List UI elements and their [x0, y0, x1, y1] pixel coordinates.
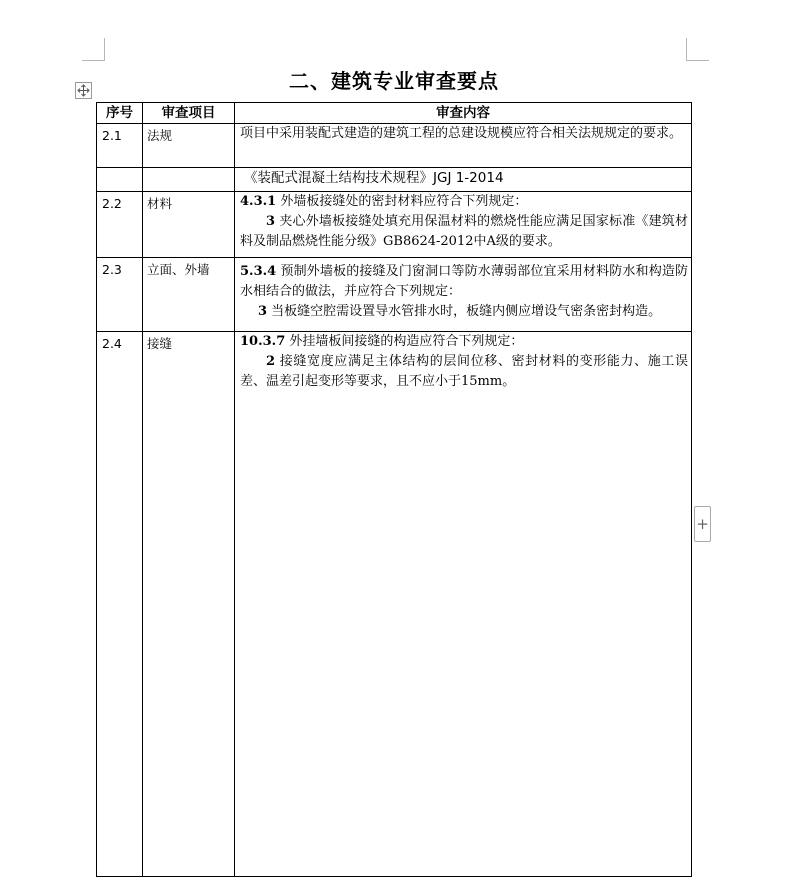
- section-heading: 《装配式混凝土结构技术规程》JGJ 1-2014: [235, 168, 692, 192]
- row-content: [235, 258, 692, 332]
- sub-clause-text: 当板缝空腔需设置导水管排水时，板缝内侧应增设气密条密封构造。: [267, 304, 662, 319]
- row-content: 项目中采用装配式建造的建筑工程的总建设规模应符合相关法规规定的要求。: [235, 124, 692, 168]
- table-row-section: [97, 168, 692, 192]
- row-no: 2.4: [97, 332, 143, 877]
- header-content: 审查内容: [235, 103, 692, 124]
- row-item: 接缝: [143, 332, 235, 877]
- row-content: [235, 192, 692, 258]
- clause-number: 10.3.7: [240, 334, 286, 349]
- table-row: [97, 332, 692, 877]
- row-item: 法规: [143, 124, 235, 168]
- sub-clause-text: 接缝宽度应满足主体结构的层间位移、密封材料的变形能力、施工误差、温差引起变形等要求，且不应小于15mm。: [240, 354, 688, 389]
- sub-clause-number: 2: [266, 354, 276, 369]
- table-move-handle[interactable]: [75, 82, 92, 99]
- table-row: [97, 258, 692, 332]
- table-header-row: [97, 103, 692, 124]
- row-item: 材料: [143, 192, 235, 258]
- clause-text: 外墙板接缝处的密封材料应符合下列规定：: [276, 194, 528, 209]
- row-no-empty: [97, 168, 143, 192]
- row-no: 2.3: [97, 258, 143, 332]
- header-no: 序号: [97, 103, 143, 124]
- sub-clause-number: 3: [266, 214, 276, 229]
- sub-clause-text: 夹心外墙板接缝处填充用保温材料的燃烧性能应满足国家标准《建筑材料及制品燃烧性能分级》GB8624-2012中A级的要求。: [240, 214, 688, 249]
- row-item: 立面、外墙: [143, 258, 235, 332]
- clause-number: 4.3.1: [240, 194, 277, 209]
- clause-text: 预制外墙板的接缝及门窗洞口等防水薄弱部位宜采用材料防水和构造防水相结合的做法，并应符合下列规定：: [240, 264, 688, 299]
- table-row: [97, 124, 692, 168]
- page-corner-top-right: [686, 38, 709, 61]
- table-row: [97, 192, 692, 258]
- row-no: 2.2: [97, 192, 143, 258]
- clause-paragraph: [240, 192, 688, 212]
- move-arrows-icon: [77, 84, 90, 97]
- row-item-empty: [143, 168, 235, 192]
- add-element-button[interactable]: +: [694, 506, 711, 542]
- header-item: 审查项目: [143, 103, 235, 124]
- sub-clause-paragraph: [240, 302, 688, 322]
- clause-number: 5.3.4: [240, 264, 277, 279]
- row-content: [235, 332, 692, 877]
- review-table: [96, 102, 692, 877]
- sub-clause-paragraph: [240, 352, 688, 392]
- clause-paragraph: [240, 332, 688, 352]
- page-corner-top-left: [82, 38, 105, 61]
- sub-clause-number: 3: [258, 304, 268, 319]
- clause-text: 外挂墙板间接缝的构造应符合下列规定：: [285, 334, 524, 349]
- row-no: 2.1: [97, 124, 143, 168]
- sub-clause-paragraph: [240, 212, 688, 252]
- clause-paragraph: [240, 262, 688, 302]
- page-title: 二、建筑专业审查要点: [289, 69, 499, 93]
